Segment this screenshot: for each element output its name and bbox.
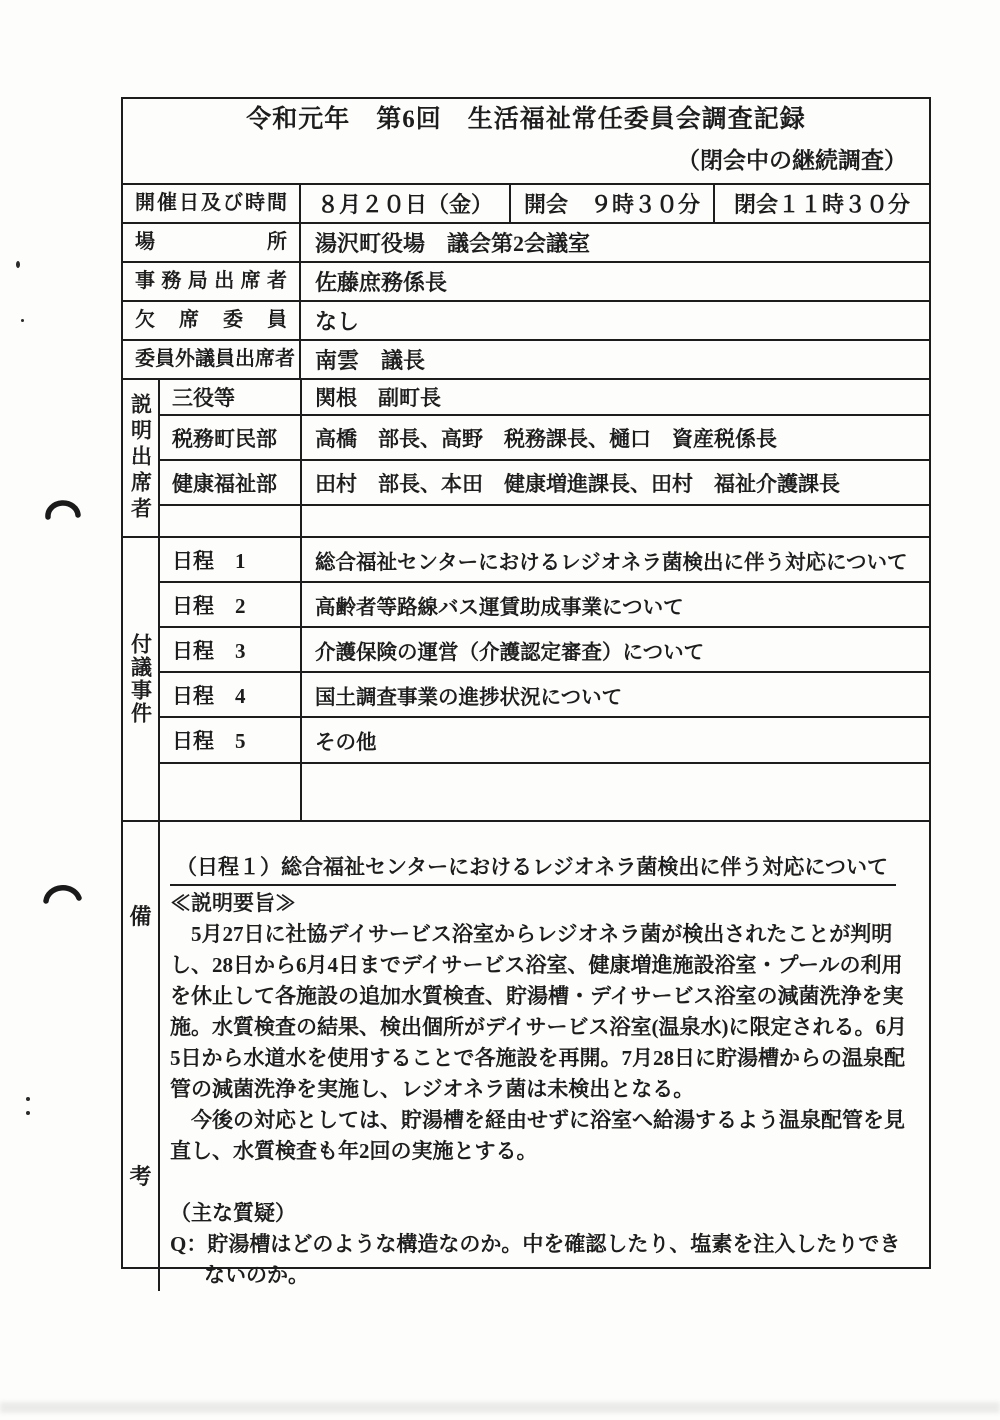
agenda-number: 日程 1: [160, 538, 302, 581]
title-block: [123, 99, 929, 185]
agenda-row: [160, 718, 929, 764]
explainer-row-empty: [160, 506, 929, 536]
scan-shadow-band: [0, 1402, 1000, 1413]
agenda-item-title: 介護保険の運営（介護認定審査）について: [315, 641, 705, 664]
remarks-section: [123, 822, 929, 1291]
agenda-row: [160, 538, 929, 583]
absent-members-row: [123, 302, 929, 341]
secretariat-row: [123, 263, 929, 302]
explainer-members: 高橋 部長、高野 税務課長、樋口 資産税係長: [315, 426, 777, 451]
agenda-group-label: 付議事件: [128, 633, 153, 725]
agenda-section: [123, 538, 929, 822]
non-member-attendees-label: 委員外議員出席者: [123, 341, 301, 378]
agenda-row: [160, 583, 929, 628]
scan-speck: [21, 319, 24, 322]
agenda-number: [160, 764, 302, 820]
agenda-number: 日程 3: [160, 628, 302, 671]
explainer-row: [160, 416, 929, 461]
explainers-group-label-cell: [123, 380, 160, 536]
schedule-label: 開催日及び時間: [123, 185, 301, 222]
agenda-item-title: 国土調査事業の進捗状況について: [315, 686, 623, 709]
explainer-row: [160, 461, 929, 506]
remarks-paragraph: 5月27日に社協デイサービス浴室からレジオネラ菌が検出されたことが判明し、28日から6月4日までデイサービス浴室、健康増進施設浴室・プールの利用を休止して各施設の追加水質検査、貯湯槽・デイサービス浴室の減菌洗浄を実施。水質検査の結果、検出個所がデイサービス浴室(温泉水)に限定される。6月5日から水道水を使用することで各施設を再開。7月28日に貯湯槽からの温泉配管の減菌洗浄を実施し、レジオネラ菌は未検出となる。: [170, 922, 908, 1101]
place-value: 湯沢町役場 議会第2会議室: [315, 231, 591, 256]
explainer-members: 関根 副町長: [315, 386, 441, 410]
remarks-body: [160, 822, 929, 1291]
remarks-heading: （日程１）総合福祉センターにおけるレジオネラ菌検出に伴う対応について: [170, 852, 896, 886]
agenda-item-title: 総合福祉センターにおけるレジオネラ菌検出に伴う対応について: [315, 551, 908, 574]
place-row: [123, 224, 929, 263]
explainer-row: [160, 380, 929, 416]
schedule-close-time: 閉会１１時３０分: [733, 192, 910, 217]
qa-section-label: （主な質疑）: [170, 1201, 296, 1225]
scan-speck: [16, 261, 20, 268]
explainer-category: 三役等: [160, 380, 302, 414]
non-member-attendees-value: 南雲 議長: [315, 348, 426, 373]
binder-hole-arc-mark: [42, 492, 84, 520]
remarks-subheading: ≪説明要旨≫: [170, 891, 296, 915]
place-label: 場所: [123, 224, 301, 261]
non-member-attendees-row: [123, 341, 929, 380]
agenda-row: [160, 628, 929, 673]
document-subtitle: （閉会中の継続調査）: [677, 148, 907, 173]
schedule-date: ８月２０日（金）: [301, 185, 511, 222]
explainer-members: 田村 部長、本田 健康増進課長、田村 福祉介護課長: [315, 471, 840, 496]
explainer-category: 税務町民部: [160, 416, 302, 459]
question-item: Q：貯湯槽はどのような構造なのか。中を確認したり、塩素を注入したりできないのか。: [170, 1232, 901, 1287]
document-title: 令和元年 第6回 生活福祉常任委員会調査記録: [246, 106, 806, 133]
absent-members-value: なし: [315, 309, 360, 334]
schedule-row: [123, 185, 929, 224]
agenda-item-title: 高齢者等路線バス運賃助成事業について: [315, 596, 684, 619]
agenda-number: 日程 4: [160, 673, 302, 716]
agenda-item-title: [302, 764, 929, 820]
explainers-group-label: 説明出席者: [128, 393, 153, 523]
explainers-section: [123, 380, 929, 538]
scan-speck: [26, 1097, 30, 1101]
secretariat-label: 事務局出席者: [123, 263, 301, 300]
explainer-members: [302, 506, 929, 536]
agenda-row: [160, 673, 929, 718]
committee-record-table: [121, 97, 931, 1287]
binder-hole-arc-mark: [39, 873, 85, 905]
remarks-label-char: 備: [129, 904, 152, 929]
agenda-item-title: その他: [315, 732, 377, 754]
agenda-group-label-cell: [123, 538, 160, 820]
agenda-row-empty: [160, 764, 929, 820]
schedule-open-time: 開会 ９時３０分: [511, 185, 715, 222]
absent-members-label: 欠席委員: [123, 302, 301, 339]
agenda-number: 日程 2: [160, 583, 302, 626]
explainer-category: [160, 506, 302, 536]
remarks-group-label-cell: [123, 822, 160, 1291]
scan-speck: [26, 1111, 30, 1115]
agenda-number: 日程 5: [160, 718, 302, 762]
remarks-label-char: 考: [129, 1164, 152, 1189]
explainer-category: 健康福祉部: [160, 461, 302, 504]
remarks-paragraph: 今後の対応としては、貯湯槽を経由せずに浴室へ給湯するよう温泉配管を見直し、水質検査も年2回の実施とする。: [170, 1108, 905, 1163]
secretariat-value: 佐藤庶務係長: [315, 270, 448, 295]
